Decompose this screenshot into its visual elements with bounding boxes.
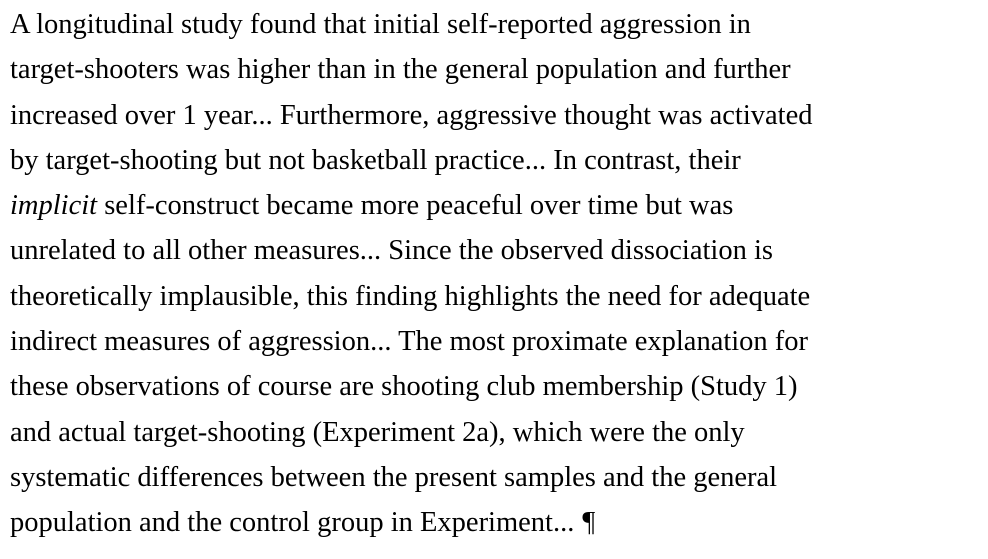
text-line: and actual target-shooting (Experiment 2a), which were the only bbox=[10, 416, 745, 448]
text-line bbox=[10, 500, 985, 545]
text-line: increased over 1 year... Furthermore, aggressive thought was activated bbox=[10, 99, 813, 131]
text-line: indirect measures of aggression... The most proximate explanation for bbox=[10, 326, 809, 358]
text-line: A longitudinal study found that initial self-reported aggression in bbox=[10, 9, 751, 40]
text-line: target-shooters was higher than in the general population and further bbox=[10, 54, 791, 86]
text-segment: population and the control group in Experiment... bbox=[10, 507, 575, 539]
pilcrow-mark: ¶ bbox=[582, 507, 596, 539]
text-line bbox=[10, 183, 985, 228]
text-line: these observations of course are shooting club membership (Study 1) bbox=[10, 371, 798, 403]
text-line: systematic differences between the present samples and the general bbox=[10, 461, 778, 493]
text-line: unrelated to all other measures... Since the observed dissociation is bbox=[10, 235, 773, 267]
text-line: by target-shooting but not basketball practice... In contrast, their bbox=[10, 144, 741, 176]
emphasis-text: implicit bbox=[10, 190, 98, 222]
text-segment: self-construct became more peaceful over time but was bbox=[97, 190, 734, 222]
body-paragraph bbox=[10, 2, 985, 546]
text-line: theoretically implausible, this finding highlights the need for adequate bbox=[10, 280, 811, 312]
